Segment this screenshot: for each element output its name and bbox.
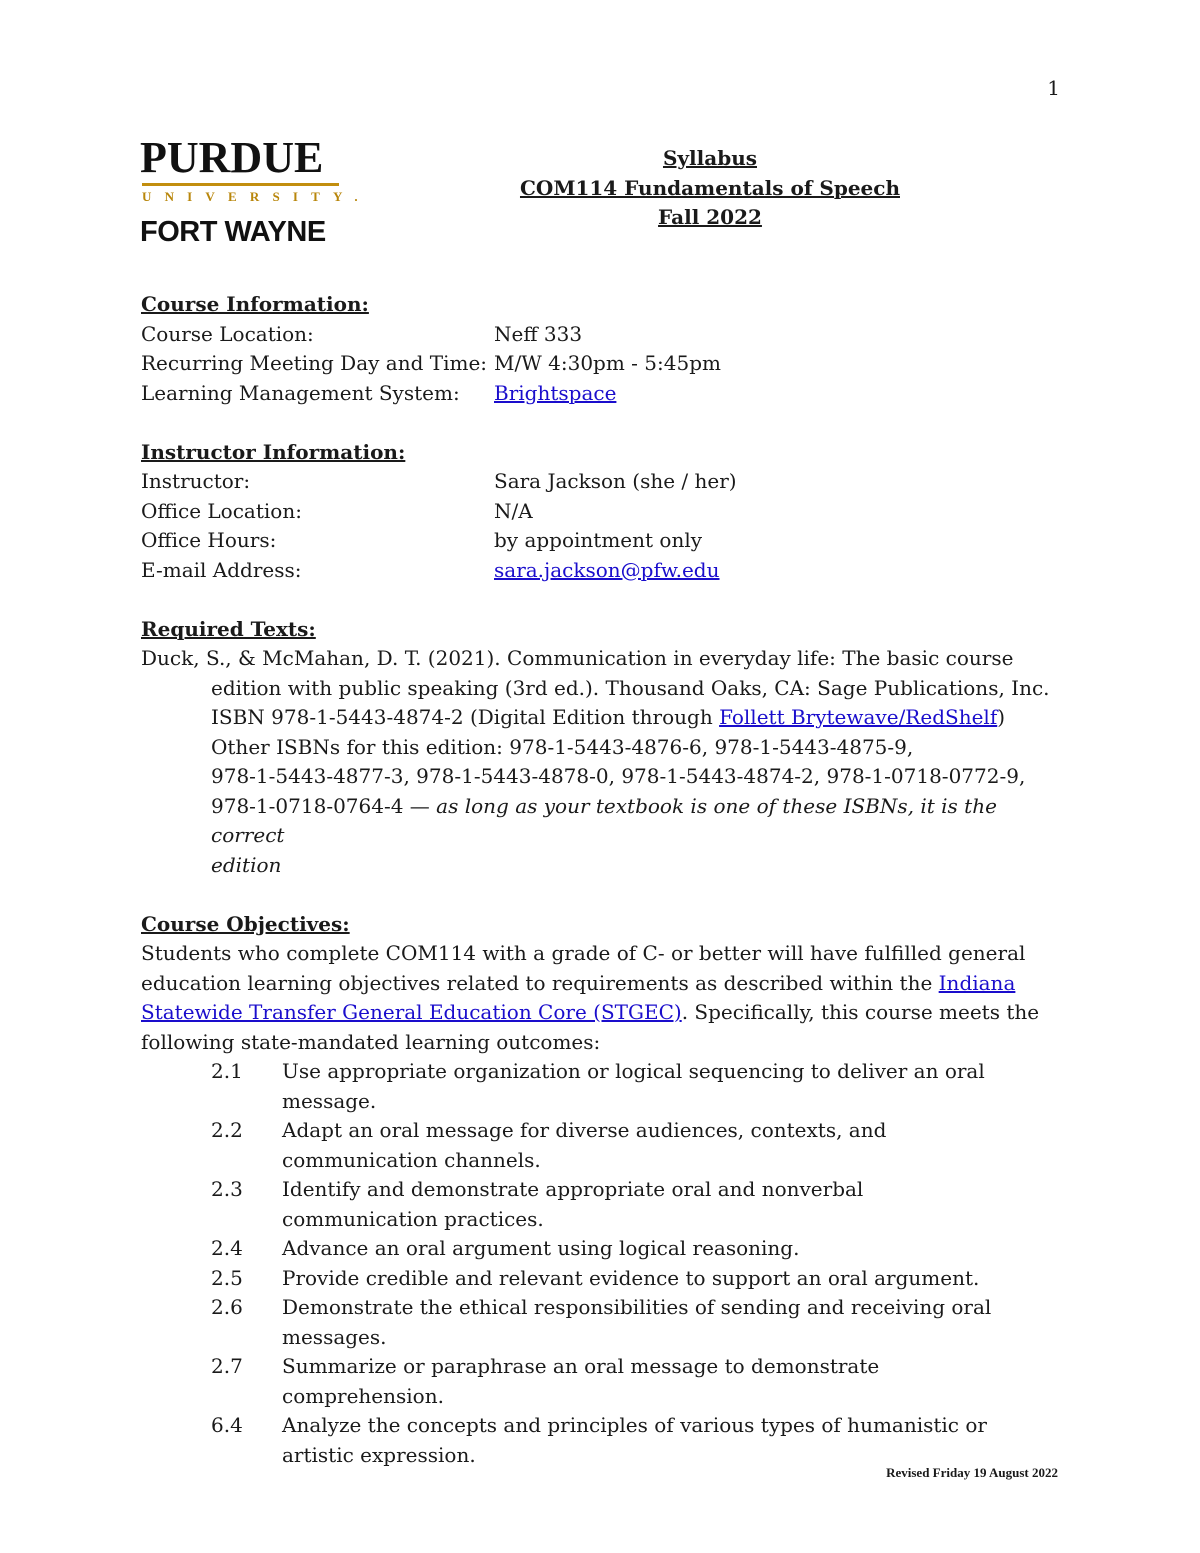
course-info-heading: Course Information:: [141, 292, 369, 316]
course-info-row: [141, 320, 1061, 350]
outcome-number: 2.5: [211, 1265, 243, 1290]
revised-date-footer: Revised Friday 19 August 2022: [886, 1465, 1058, 1480]
outcome-text: Summarize or paraphrase an oral message to demonstrate comprehension.: [282, 1354, 880, 1408]
outcome-number: 2.3: [211, 1177, 243, 1201]
isbn-note-end: edition: [211, 852, 282, 877]
term-title: Fall 2022: [658, 205, 762, 229]
logo-university-text: UNIVERSITY.: [142, 189, 371, 204]
logo-fort-wayne-text: FORT WAYNE: [140, 216, 326, 248]
outcome-number: 2.2: [211, 1118, 243, 1142]
stgec-link[interactable]: Indiana Statewide Transfer General Education Core (STGEC): [141, 970, 1016, 1024]
instructor-info-row: [141, 497, 1061, 527]
outcome-text: Use appropriate organization or logical sequencing to deliver an oral message.: [282, 1059, 985, 1113]
instructor-info-heading: Instructor Information:: [141, 439, 406, 464]
outcome-item: [141, 1234, 1061, 1264]
course-title: COM114 Fundamentals of Speech: [519, 175, 900, 200]
row-label: Course Location:: [141, 321, 314, 346]
course-info-row: [141, 349, 1061, 379]
outcome-number: 2.4: [211, 1236, 243, 1260]
other-isbns-line-2: 978-1-5443-4877-3, 978-1-5443-4878-0, 978-1-5443-4874-2, 978-1-0718-0772-9,: [211, 764, 1026, 788]
outcome-item: [141, 1116, 1061, 1175]
outcome-item: [141, 1057, 1061, 1116]
row-value: N/A: [494, 498, 533, 523]
row-label: Office Location:: [141, 498, 302, 523]
outcome-text: Provide credible and relevant evidence to support an oral argument.: [282, 1265, 980, 1290]
objectives-intro: [141, 939, 1061, 1057]
row-label: Recurring Meeting Day and Time:: [141, 351, 488, 375]
row-label: Office Hours:: [141, 528, 277, 552]
outcome-text: Demonstrate the ethical responsibilities of sending and receiving oral messages.: [282, 1295, 992, 1349]
document-body: [141, 290, 1061, 1470]
outcome-item: [141, 1175, 1061, 1234]
brightspace-link[interactable]: Brightspace: [494, 380, 617, 405]
outcome-text: Analyze the concepts and principles of various types of humanistic or artistic expression.: [282, 1413, 987, 1467]
purdue-fort-wayne-logo: [140, 133, 371, 248]
instructor-info-row: [141, 556, 1061, 586]
other-isbns-line-1: Other ISBNs for this edition: 978-1-5443-4876-6, 978-1-5443-4875-9,: [211, 734, 914, 759]
row-value: Sara Jackson (she / her): [494, 469, 737, 493]
outcome-number: 6.4: [211, 1413, 243, 1437]
isbn-line: [141, 703, 1061, 733]
intro-text-end: . Specifically, this course meets the following state-mandated learning outcomes:: [141, 1000, 1040, 1054]
row-value: M/W 4:30pm - 5:45pm: [494, 351, 721, 375]
outcome-number: 2.7: [211, 1354, 243, 1378]
textbook-citation: Duck, S., & McMahan, D. T. (2021). Communication in everyday life: The basic course edition with public speaking (3rd ed.). Thousand Oaks, CA: Sage Publications, Inc.: [141, 646, 1050, 700]
logo-gold-rule: [142, 183, 339, 186]
page-number: 1: [1047, 76, 1060, 100]
isbn-last: 978-1-0718-0764-4 —: [211, 793, 437, 818]
row-label: Learning Management System:: [141, 380, 460, 405]
row-label: E-mail Address:: [141, 557, 302, 582]
outcome-text: Advance an oral argument using logical reasoning.: [282, 1236, 800, 1260]
document-header: [500, 144, 920, 233]
outcome-text: Identify and demonstrate appropriate oral and nonverbal communication practices.: [282, 1177, 864, 1231]
follett-brytewave-link[interactable]: Follett Brytewave/RedShelf: [719, 705, 998, 729]
row-value: Neff 333: [494, 321, 583, 346]
instructor-info-row: [141, 526, 1061, 556]
email-link[interactable]: sara.jackson@pfw.edu: [494, 557, 720, 582]
outcome-number: 2.6: [211, 1295, 243, 1319]
syllabus-title: Syllabus: [662, 146, 757, 170]
course-info-row: [141, 379, 1061, 409]
outcome-text: Adapt an oral message for diverse audiences, contexts, and communication channels.: [282, 1118, 887, 1172]
outcome-item: [141, 1411, 1061, 1470]
required-texts-heading: Required Texts:: [141, 616, 316, 641]
isbn-prefix: ISBN 978-1-5443-4874-2 (Digital Edition through: [211, 705, 720, 729]
outcome-item: [141, 1293, 1061, 1352]
isbn-note: as long as your textbook is one of these ISBNs, it is the correct: [211, 793, 997, 847]
outcome-item: [141, 1352, 1061, 1411]
instructor-info-row: [141, 467, 1061, 497]
outcome-item: [141, 1264, 1061, 1294]
other-isbns-line-3: [141, 792, 1061, 851]
isbn-suffix: ): [997, 705, 1006, 729]
intro-text: Students who complete COM114 with a grade of C- or better will have fulfilled general education learning objectives related to requirements as described within the: [141, 941, 1026, 995]
logo-purdue-text: PURDUE: [140, 133, 324, 182]
other-isbns-line-4: [141, 851, 1061, 881]
row-value: by appointment only: [494, 528, 703, 552]
outcome-number: 2.1: [211, 1059, 243, 1083]
course-objectives-heading: Course Objectives:: [141, 911, 350, 936]
row-label: Instructor:: [141, 469, 251, 493]
